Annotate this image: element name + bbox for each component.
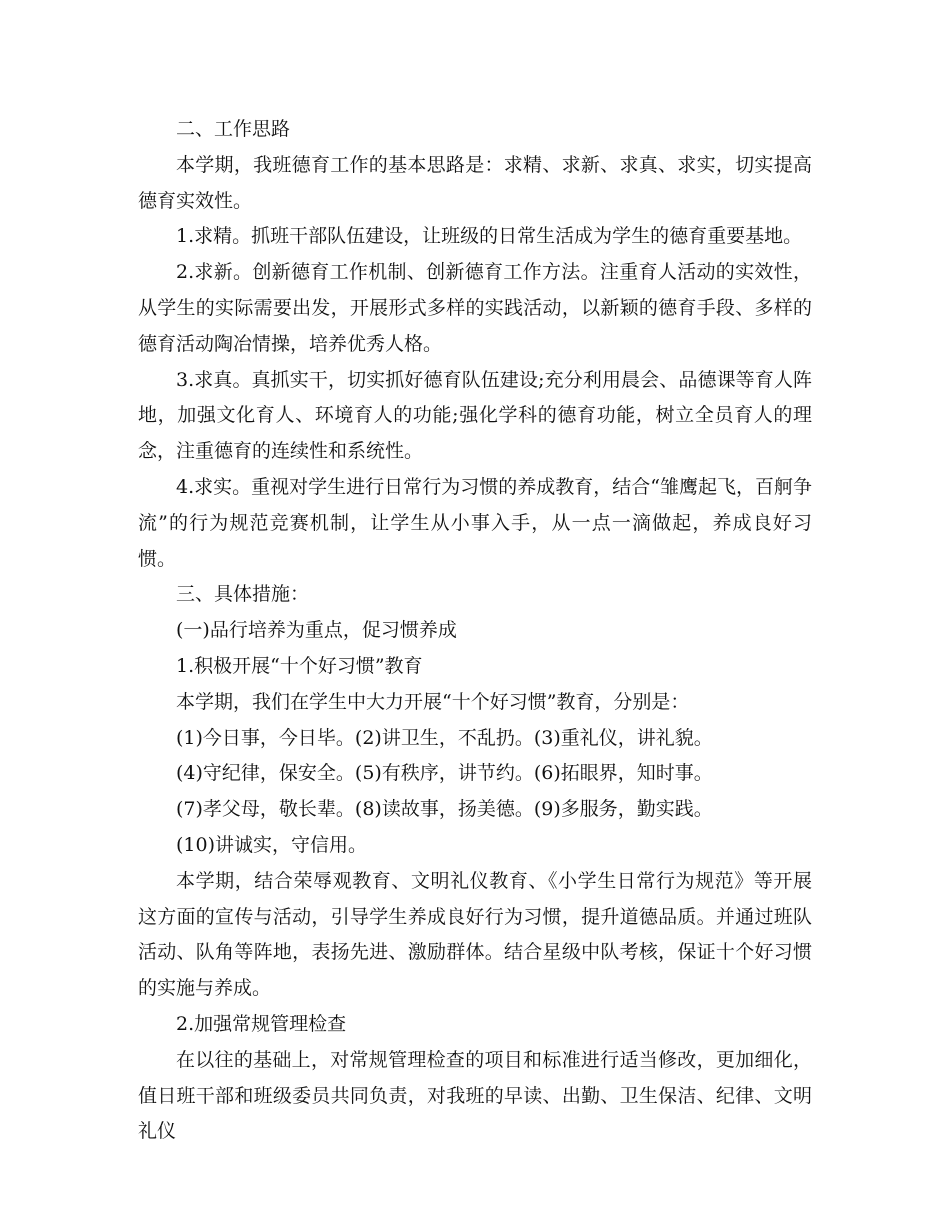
habit-list-line-2: (4)守纪律，保安全。(5)有秩序，讲节约。(6)拓眼界，知时事。 <box>176 762 713 785</box>
habit-list-line-1: (1)今日事，今日毕。(2)讲卫生，不乱扔。(3)重礼仪，讲礼貌。 <box>176 726 713 749</box>
paragraph-item-3: 3.求真。真抓实干，切实抓好德育队伍建设;充分利用晨会、品德课等育人阵地，加强文化育人、环境育人的功能;强化学科的德育功能，树立全员育人的理念，注重德育的连续性和系统性。 <box>138 368 812 463</box>
habit-list-line-3: (7)孝父母，敬长辈。(8)读故事，扬美德。(9)多服务，勤实践。 <box>176 798 713 821</box>
document-body <box>138 112 812 1150</box>
subheading-routine-checks: 2.加强常规管理检查 <box>176 1012 347 1035</box>
paragraph-item-2: 2.求新。创新德育工作机制、创新德育工作方法。注重育人活动的实效性，从学生的实际需要出发，开展形式多样的实践活动，以新颖的德育手段、多样的德育活动陶冶情操，培养优秀人格。 <box>138 261 812 355</box>
paragraph-habit-activities: 本学期，结合荣辱观教育、文明礼仪教育、《小学生日常行为规范》等开展这方面的宣传与活动，引导学生养成良好行为习惯，提升道德品质。并通过班队活动、队角等阵地，表扬先进、激励群体。结合星级中队考核，保证十个好习惯的实施与养成。 <box>138 869 812 1000</box>
paragraph-routine-checks: 在以往的基础上，对常规管理检查的项目和标准进行适当修改，更加细化，值日班干部和班级委员共同负责，对我班的早读、出勤、卫生保洁、纪律、文明礼仪 <box>138 1048 812 1143</box>
paragraph-item-4: 4.求实。重视对学生进行日常行为习惯的养成教育，结合“雏鹰起飞，百舸争流”的行为规范竞赛机制，让学生从小事入手，从一点一滴做起，养成良好习惯。 <box>138 475 812 570</box>
subheading-conduct: (一)品行培养为重点，促习惯养成 <box>176 619 457 642</box>
paragraph-basic-approach: 本学期，我班德育工作的基本思路是：求精、求新、求真、求实，切实提高德育实效性。 <box>138 153 812 212</box>
paragraph-ten-habits-intro: 本学期，我们在学生中大力开展“十个好习惯”教育，分别是： <box>176 690 690 713</box>
habit-list-line-4: (10)讲诚实，守信用。 <box>176 833 368 856</box>
paragraph-item-1: 1.求精。抓班干部队伍建设，让班级的日常生活成为学生的德育重要基地。 <box>176 225 803 248</box>
section-heading-work-approach: 二、工作思路 <box>176 118 291 140</box>
subheading-ten-habits: 1.积极开展“十个好习惯”教育 <box>176 654 423 677</box>
section-heading-measures: 三、具体措施： <box>176 583 310 606</box>
